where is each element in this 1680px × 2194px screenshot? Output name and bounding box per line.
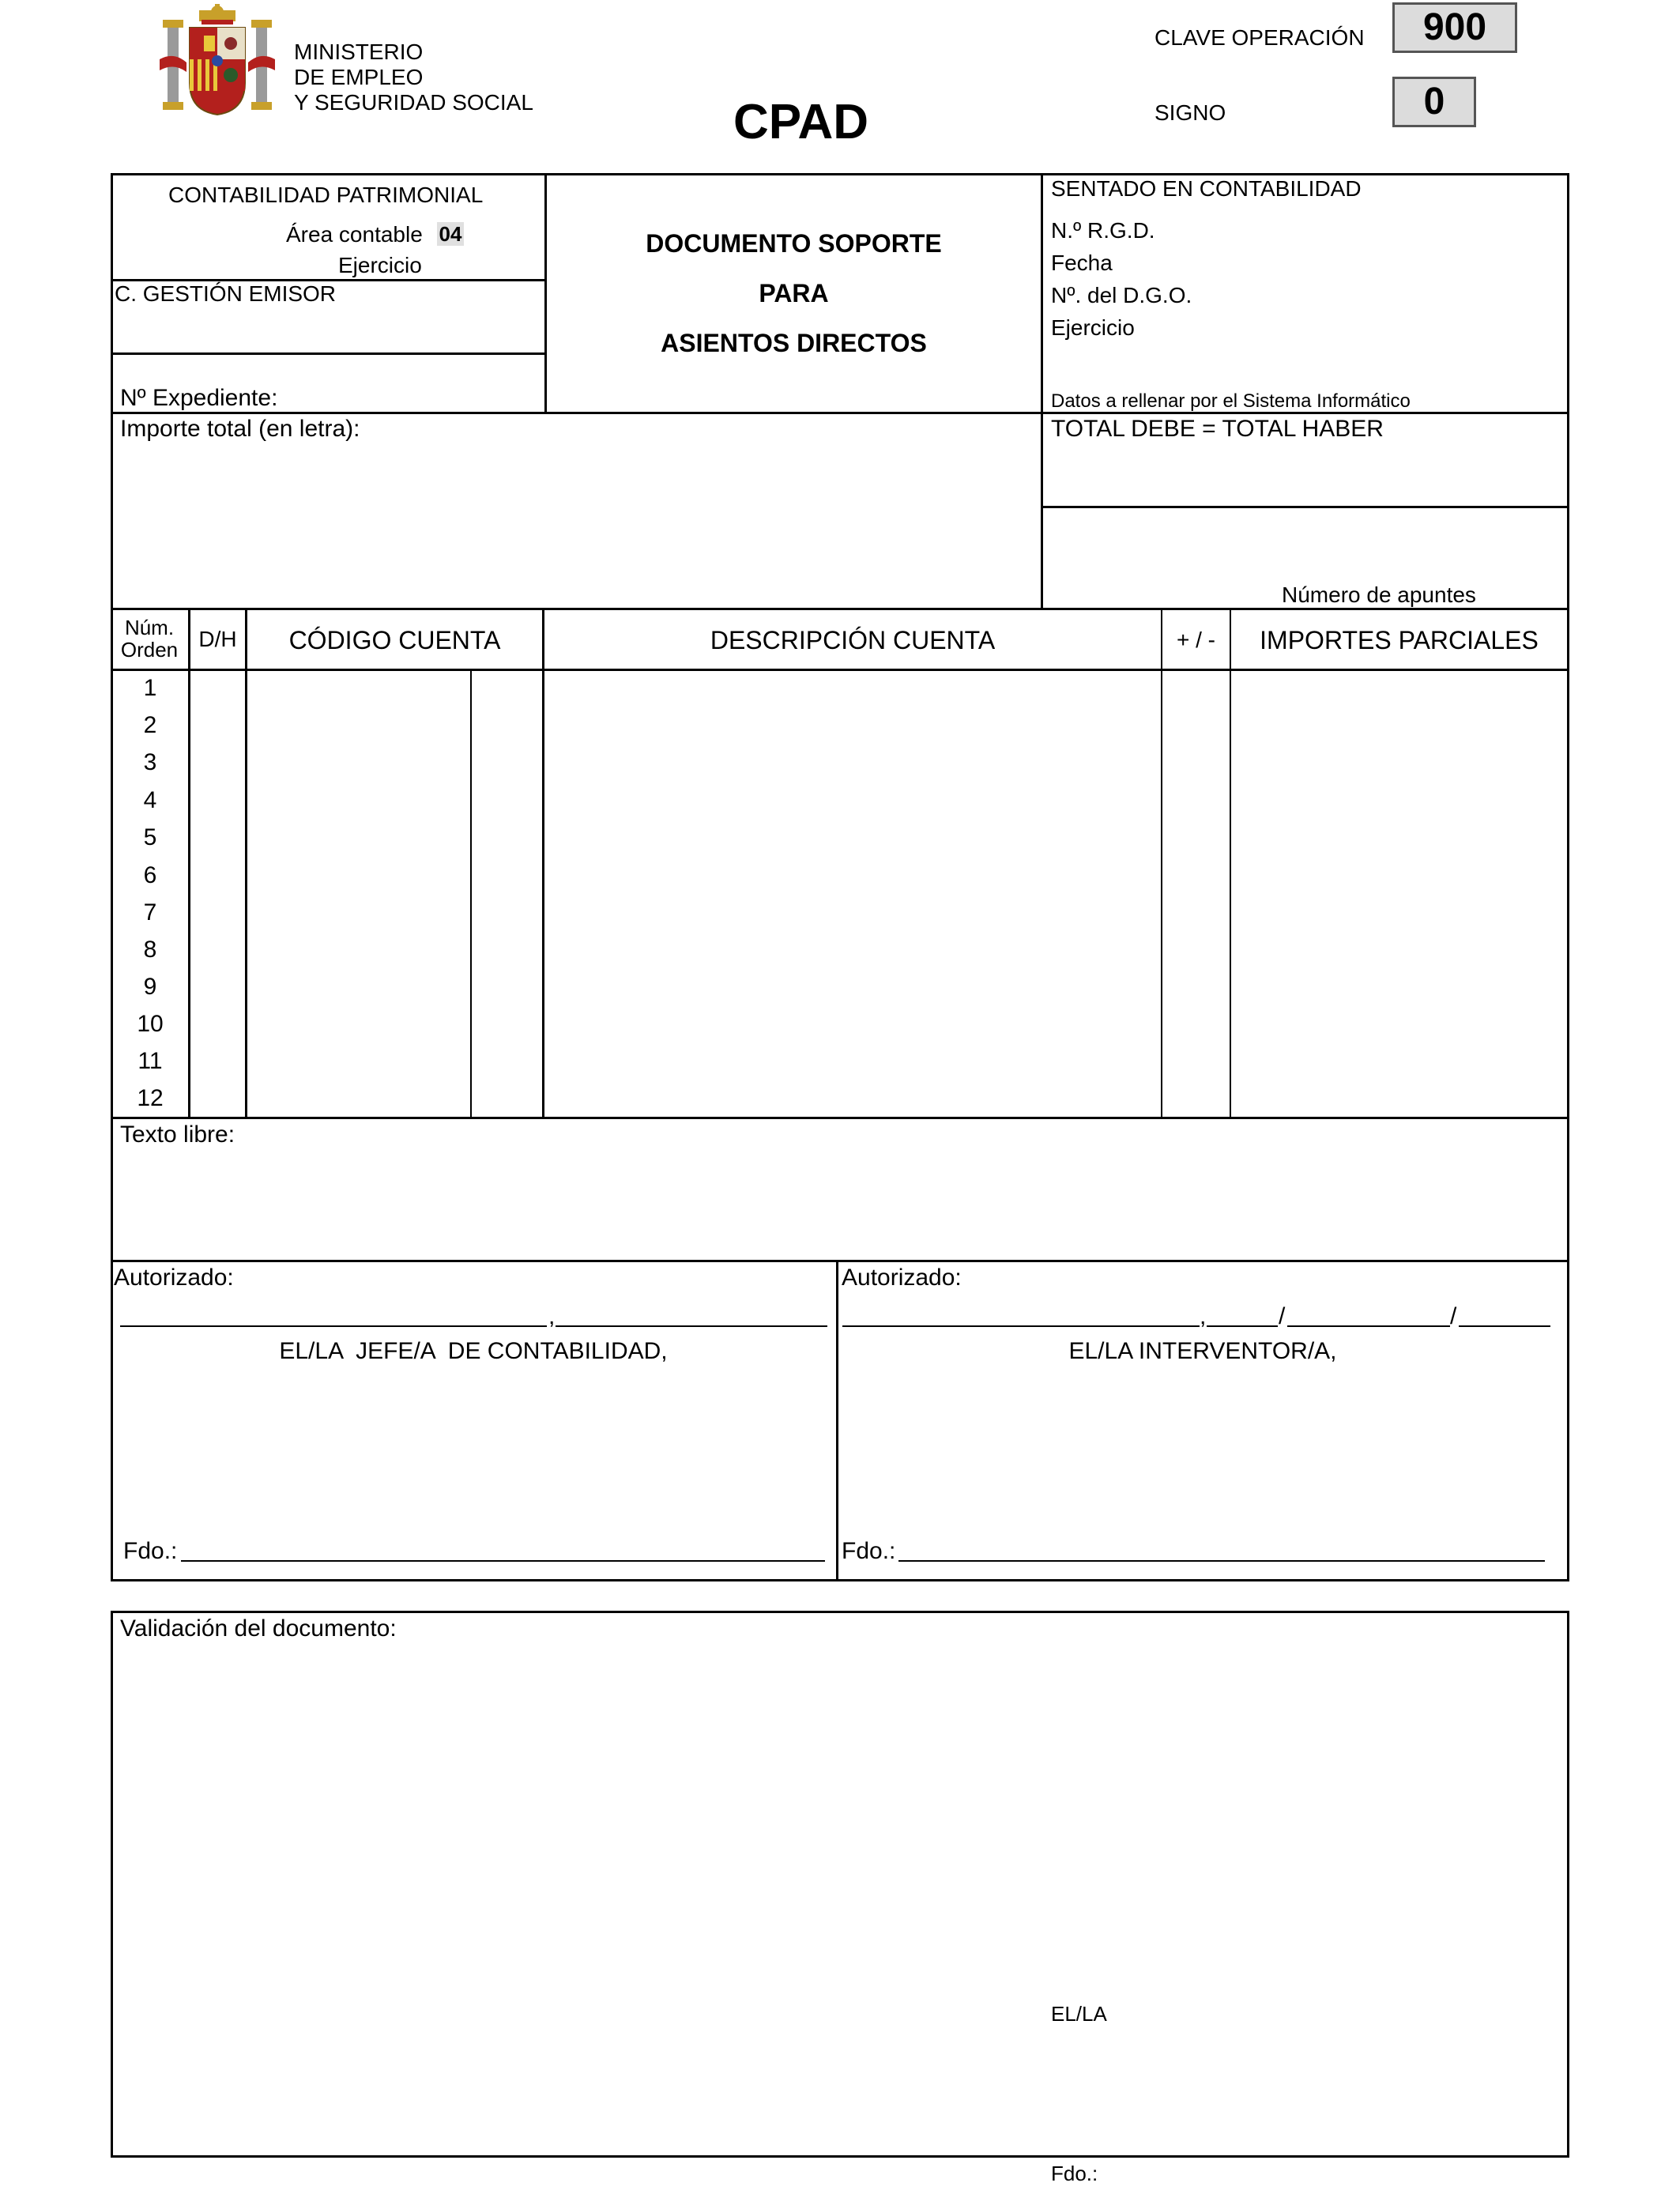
total-debe-haber-label: TOTAL DEBE = TOTAL HABER [1051,416,1384,442]
contabilidad-patrimonial-label: CONTABILIDAD PATRIMONIAL [168,183,484,207]
doc-title-line-3: ASIENTOS DIRECTOS [661,329,927,357]
doc-title-line-1: DOCUMENTO SOPORTE [646,229,942,258]
row-number: 3 [143,749,157,775]
row-number: 5 [143,824,157,850]
row-number: 10 [137,1011,164,1037]
ejercicio-right-label: Ejercicio [1051,315,1135,340]
row-number: 2 [143,712,157,738]
jefe-contabilidad-label: EL/LA JEFE/A DE CONTABILIDAD, [279,1338,668,1364]
signo-value: 0 [1392,77,1476,127]
ministry-line-1: MINISTERIO [294,40,424,64]
ministry-line-2: DE EMPLEO [294,65,424,89]
signo-header: + / - [1176,628,1215,652]
autorizado-right-label: Autorizado: [842,1265,962,1291]
row-number: 9 [143,974,157,1000]
signo-label: SIGNO [1155,100,1226,125]
validacion-title: Validación del documento: [120,1615,397,1642]
row-number: 1 [143,675,157,701]
fecha-label: Fecha [1051,251,1113,275]
form-code-title: CPAD [733,95,869,149]
validacion-fdo-label: Fdo.: [1051,2162,1098,2185]
row-number: 4 [143,787,157,813]
row-number: 6 [143,862,157,888]
numero-apuntes-label: Número de apuntes [1282,582,1476,607]
fdo-left-label: Fdo.: [123,1538,178,1564]
area-contable-value: 04 [437,222,464,246]
codigo-cuenta-header: CÓDIGO CUENTA [288,626,501,654]
place-date-separator: , [548,1303,556,1329]
area-contable-label: Área contable [286,222,423,247]
doc-title-line-2: PARA [759,279,829,307]
dgo-label: Nº. del D.G.O. [1051,283,1192,307]
place-comma: , [1200,1303,1207,1329]
expediente-label: Nº Expediente: [120,385,278,411]
validacion-ella-label: EL/LA [1051,2002,1107,2026]
importes-parciales-header: IMPORTES PARCIALES [1260,626,1539,654]
gestion-emisor-label: C. GESTIÓN EMISOR [115,281,337,306]
num-orden-header-line-1: Núm. [124,616,175,639]
clave-operacion-value: 900 [1392,2,1517,53]
interventor-label: EL/LA INTERVENTOR/A, [1068,1338,1337,1364]
clave-operacion-label: CLAVE OPERACIÓN [1155,25,1365,50]
sistema-note: Datos a rellenar por el Sistema Informático [1051,390,1411,412]
row-number: 11 [137,1048,163,1074]
num-orden-header-line-2: Orden [120,638,179,662]
ministry-line-3: Y SEGURIDAD SOCIAL [294,90,533,115]
coat-of-arms-logo [158,4,277,121]
rgd-label: N.º R.G.D. [1051,218,1155,243]
dh-header: D/H [198,627,237,651]
sentado-label: SENTADO EN CONTABILIDAD [1051,176,1362,201]
autorizado-left-label: Autorizado: [114,1265,234,1291]
ejercicio-label: Ejercicio [338,253,422,277]
row-number: 8 [143,937,157,963]
descripcion-cuenta-header: DESCRIPCIÓN CUENTA [710,626,996,654]
row-number: 12 [137,1085,164,1111]
texto-libre-label: Texto libre: [120,1122,235,1148]
importe-total-label: Importe total (en letra): [120,416,360,442]
row-number: 7 [143,899,157,925]
date-slash-1: / [1279,1303,1286,1329]
date-slash-2: / [1450,1303,1457,1329]
fdo-right-label: Fdo.: [842,1538,896,1564]
